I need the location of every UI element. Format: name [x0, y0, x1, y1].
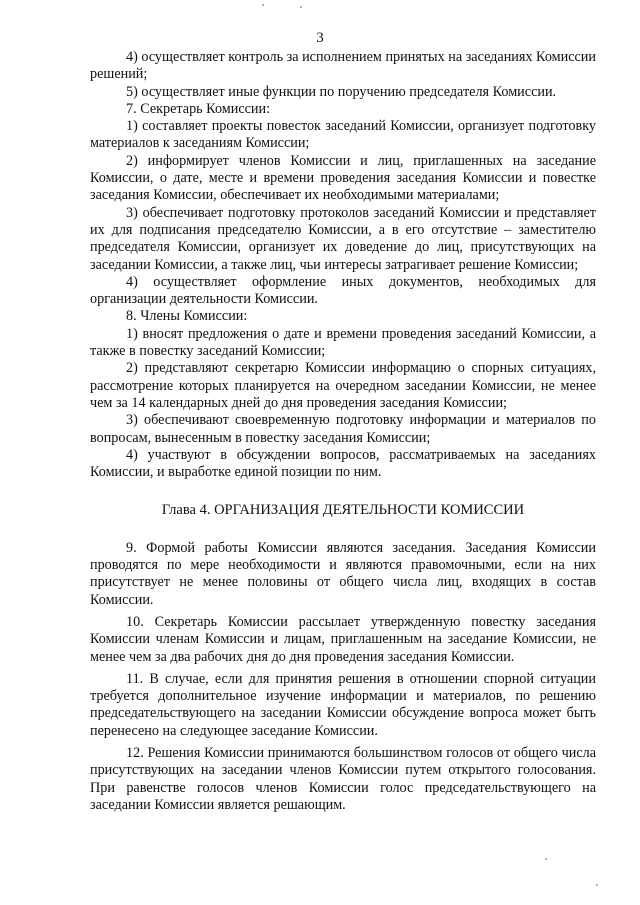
scan-speck — [262, 4, 264, 6]
paragraph: 2) представляют секретарю Комиссии информацию о спорных ситуациях, рассмотрение которых планируется на очередном заседании Комиссии, не менее чем за 14 календарных дней до дня проведения заседания Комиссии; — [90, 360, 596, 411]
paragraph: 4) осуществляет контроль за исполнением принятых на заседаниях Комиссии решений; — [90, 49, 596, 83]
paragraph: 4) участвуют в обсуждении вопросов, рассматриваемых на заседаниях Комиссии, и выработке единой позиции по ним. — [90, 446, 596, 481]
paragraph: 9. Формой работы Комиссии являются заседания. Заседания Комиссии проводятся по мере необходимости и являются правомочными, если на них присутствует не менее половины от общего числа лиц, входящих в состав Комиссии. — [90, 539, 596, 608]
paragraph: 3) обеспечивает подготовку протоколов заседаний Комиссии и представляет их для подписания председателю Комиссии, а в его отсутствие – заместителю председателя Комиссии, организует их доведение до лиц, присутствующих на заседании Комиссии, а также лиц, чьи интересы затрагивает решение Комиссии; — [90, 204, 596, 273]
document-body — [90, 49, 596, 814]
scan-speck — [545, 858, 547, 860]
paragraph: 5) осуществляет иные функции по поручению председателя Комиссии. — [126, 83, 557, 100]
page-number: 3 — [316, 30, 324, 46]
paragraph: 12. Решения Комиссии принимаются большинством голосов от общего числа присутствующих на заседании членов Комиссии путем открытого голосования. При равенстве голосов членов Комиссии голос председательствующего на заседании Комиссии является решающим. — [90, 744, 596, 813]
paragraph: 3) обеспечивают своевременную подготовку информации и материалов по вопросам, вынесенным в повестку заседания Комиссии; — [90, 412, 596, 446]
paragraph: 2) информирует членов Комиссии и лиц, приглашенных на заседание Комиссии, о дате, месте и времени проведения заседания Комиссии и повестке заседания Комиссии, обеспечивает их необходимыми материалами; — [90, 152, 596, 204]
paragraph: 8. Члены Комиссии: — [126, 308, 248, 325]
scan-speck — [596, 884, 598, 886]
paragraph: 10. Секретарь Комиссии рассылает утвержденную повестку заседания Комиссии членам Комиссии и лицам, приглашенным на заседание Комиссии, не менее чем за два рабочих дня до дня проведения заседания Комиссии. — [90, 613, 596, 665]
paragraph: 7. Секретарь Комиссии: — [126, 100, 271, 117]
paragraph: 1) вносят предложения о дате и времени проведения заседаний Комиссии, а также в повестку заседаний Комиссии; — [90, 325, 596, 360]
scan-speck — [300, 6, 302, 8]
paragraph: 11. В случае, если для принятия решения в отношении спорной ситуации требуется дополнительное изучение информации и материалов, по решению председательствующего на заседании Комиссии обсуждение вопроса может быть перенесено на следующее заседание Комиссии. — [90, 670, 596, 739]
paragraph: 4) осуществляет оформление иных документов, необходимых для организации деятельности Комиссии. — [90, 273, 596, 308]
chapter-heading: Глава 4. ОРГАНИЗАЦИЯ ДЕЯТЕЛЬНОСТИ КОМИССИИ — [161, 502, 525, 519]
paragraph: 1) составляет проекты повесток заседаний Комиссии, организует подготовку материалов к заседаниям Комиссии; — [90, 118, 596, 152]
